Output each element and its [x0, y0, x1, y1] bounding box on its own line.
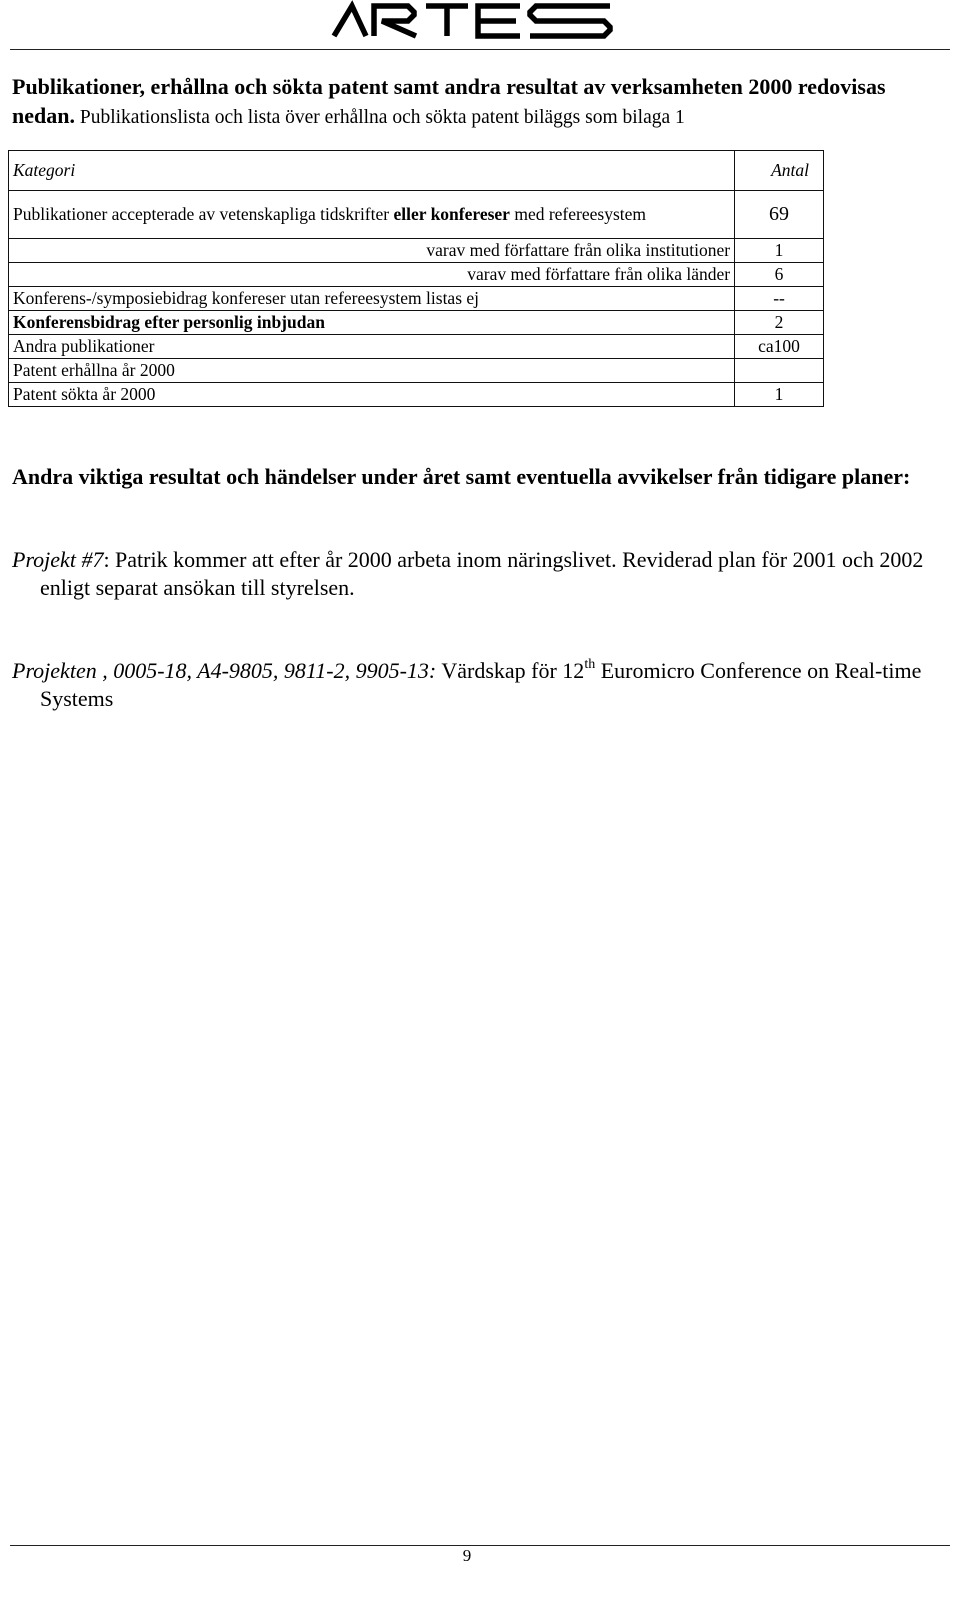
project-7-paragraph [12, 546, 942, 602]
table-row [9, 287, 824, 311]
row-label: varav med författare från olika länder [9, 263, 735, 287]
table-row [9, 383, 824, 407]
row-label-part-bold: eller konfereser [393, 204, 510, 224]
row-count: 1 [735, 239, 824, 263]
paragraph-lead: Projekt #7 [12, 547, 104, 572]
intro-plain-text: Publikationslista och lista över erhållna och sökta patent biläggs som bilaga 1 [74, 107, 685, 128]
row-label: Patent erhållna år 2000 [9, 359, 735, 383]
table-header-row [9, 151, 824, 191]
header-count: Antal [735, 151, 824, 191]
artes-logo [330, 0, 630, 40]
row-count: 1 [735, 383, 824, 407]
table-row [9, 335, 824, 359]
row-count: 6 [735, 263, 824, 287]
table-row [9, 239, 824, 263]
row-count: ca100 [735, 335, 824, 359]
paragraph-text: : Patrik kommer att efter år 2000 arbeta inom näringslivet. Reviderad plan för 2001 och 2002 enligt separat ansökan till styrelsen. [40, 547, 924, 600]
table-row [9, 263, 824, 287]
paragraph-lead: Projekten , 0005-18, A4-9805, 9811-2, 9905-13: [12, 658, 437, 683]
table-row [9, 311, 824, 335]
row-label: Patent sökta år 2000 [9, 383, 735, 407]
row-label [9, 191, 735, 239]
row-label-part: med refereesystem [509, 204, 646, 224]
publication-table [8, 150, 824, 407]
table-row [9, 191, 824, 239]
row-label: varav med författare från olika institutioner [9, 239, 735, 263]
row-count [735, 359, 824, 383]
section-heading: Andra viktiga resultat och händelser under året samt eventuella avvikelser från tidigare planer: [12, 464, 911, 489]
paragraph-text: Euromicro Conference on Real-time Systems [40, 658, 922, 711]
ordinal-superscript: th [584, 657, 596, 672]
row-count: 69 [735, 191, 824, 239]
intro-bold-text: Publikationer, erhållna och sökta patent samt andra resultat av verksamheten 2000 redovisas nedan. [12, 74, 886, 128]
paragraph-text: Värdskap för 12 [436, 658, 585, 683]
table-row [9, 359, 824, 383]
row-label: Konferens-/symposiebidrag konfereser utan refereesystem listas ej [9, 287, 735, 311]
header-divider [10, 49, 950, 50]
intro-paragraph [12, 72, 942, 132]
row-count: -- [735, 287, 824, 311]
row-label: Andra publikationer [9, 335, 735, 359]
page-number: 9 [462, 1546, 472, 1565]
row-label-part: Publikationer accepterade av vetenskapliga tidskrifter [13, 204, 394, 224]
row-label: Konferensbidrag efter personlig inbjudan [9, 311, 735, 335]
projects-paragraph [12, 657, 942, 713]
header-category: Kategori [9, 151, 735, 191]
row-count: 2 [735, 311, 824, 335]
